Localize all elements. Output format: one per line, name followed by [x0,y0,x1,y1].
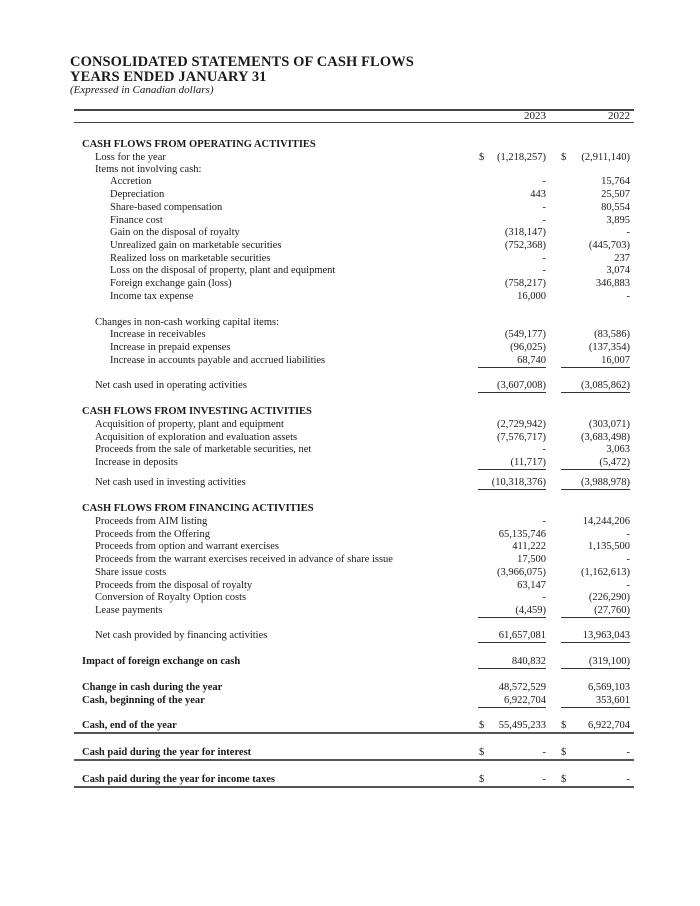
column-header-2023: 2023 [524,110,546,122]
subtotal-rule [561,707,630,708]
dollar-sign: $ [479,720,485,731]
table-row: Foreign exchange gain (loss) (758,217) 346,883 [110,278,630,289]
table-row: Share issue costs (3,966,075) (1,162,613) [95,567,630,578]
total-rule [74,732,634,734]
subtotal-rule [478,642,546,643]
section-heading-operating: CASH FLOWS FROM OPERATING ACTIVITIES [82,139,316,150]
table-row: Proceeds from the sale of marketable securities, net - 3,063 [95,444,630,455]
table-row-cash-end: Cash, end of the year $ 55,495,233 $ 6,922,704 [82,720,630,731]
header-rule-bottom [74,122,634,123]
section-heading-financing: CASH FLOWS FROM FINANCING ACTIVITIES [82,503,314,514]
subtotal-rule [561,367,630,368]
subtotal-rule [561,469,630,470]
dollar-sign: $ [479,747,485,758]
currency-note: (Expressed in Canadian dollars) [70,84,214,96]
statement-period: YEARS ENDED JANUARY 31 [70,69,267,85]
dollar-sign: $ [479,774,485,785]
subtotal-rule [478,367,546,368]
subtotal-rule [561,668,630,669]
table-row: Proceeds from the disposal of royalty 63,147 - [95,580,630,591]
table-row-net-financing: Net cash provided by financing activities 61,657,081 13,963,043 [95,630,630,641]
subtotal-rule [478,489,546,490]
dollar-sign: $ [561,720,567,731]
total-rule [74,786,634,788]
column-header-2022: 2022 [608,110,630,122]
statement-title: CONSOLIDATED STATEMENTS OF CASH FLOWS [70,54,414,70]
table-row: Increase in deposits (11,717) (5,472) [95,457,630,468]
table-row: Conversion of Royalty Option costs - (226,290) [95,592,630,603]
table-row: Acquisition of exploration and evaluation assets (7,576,717) (3,683,498) [95,432,630,443]
subtotal-rule [478,617,546,618]
table-row-net-operating: Net cash used in operating activities (3,607,008) (3,085,862) [95,380,630,391]
subtotal-rule [478,469,546,470]
table-row: Increase in prepaid expenses (96,025) (137,354) [110,342,630,353]
subtotal-rule [478,668,546,669]
table-row: Income tax expense 16,000 - [110,291,630,302]
table-row-income-taxes-paid: Cash paid during the year for income taxes $ - $ - [82,774,630,785]
table-row: Acquisition of property, plant and equipment (2,729,942) (303,071) [95,419,630,430]
table-row-interest-paid: Cash paid during the year for interest $ - $ - [82,747,630,758]
subheading-working-capital: Changes in non-cash working capital items: [95,317,280,328]
table-row: Proceeds from the Offering 65,135,746 - [95,529,630,540]
table-row: Share-based compensation - 80,554 [110,202,630,213]
table-row: Loss on the disposal of property, plant and equipment - 3,074 [110,265,630,276]
table-row: Finance cost - 3,895 [110,215,630,226]
subtotal-rule [478,392,546,393]
header-rule-top [74,109,634,111]
subtotal-rule [561,617,630,618]
section-heading-investing: CASH FLOWS FROM INVESTING ACTIVITIES [82,406,312,417]
table-row: Realized loss on marketable securities - 237 [110,253,630,264]
dollar-sign: $ [561,774,567,785]
table-row: Proceeds from AIM listing - 14,244,206 [95,516,630,527]
table-row: Loss for the year $ (1,218,257) $ (2,911,140) [95,152,630,163]
subtotal-rule [561,392,630,393]
dollar-sign: $ [561,747,567,758]
subtotal-rule [561,489,630,490]
dollar-sign: $ [561,152,567,163]
table-row: Lease payments (4,459) (27,760) [95,605,630,616]
table-row-net-investing: Net cash used in investing activities (10,318,376) (3,988,978) [95,477,630,488]
table-row: Accretion - 15,764 [110,176,630,187]
total-rule [74,759,634,761]
table-row-cash-beginning: Cash, beginning of the year 6,922,704 353,601 [82,695,630,706]
subheading-items-not-involving-cash: Items not involving cash: [95,164,202,175]
table-row: Unrealized gain on marketable securities (752,368) (445,703) [110,240,630,251]
table-row-change-in-cash: Change in cash during the year 48,572,529 6,569,103 [82,682,630,693]
subtotal-rule [561,642,630,643]
table-row-fx-impact: Impact of foreign exchange on cash 840,832 (319,100) [82,656,630,667]
table-row: Depreciation 443 25,507 [110,189,630,200]
table-row: Increase in receivables (549,177) (83,586) [110,329,630,340]
dollar-sign: $ [479,152,485,163]
table-row: Increase in accounts payable and accrued liabilities 68,740 16,007 [110,355,630,366]
table-row: Proceeds from option and warrant exercises 411,222 1,135,500 [95,541,630,552]
table-row: Proceeds from the warrant exercises received in advance of share issue 17,500 - [95,554,630,565]
table-row: Gain on the disposal of royalty (318,147) - [110,227,630,238]
subtotal-rule [478,707,546,708]
